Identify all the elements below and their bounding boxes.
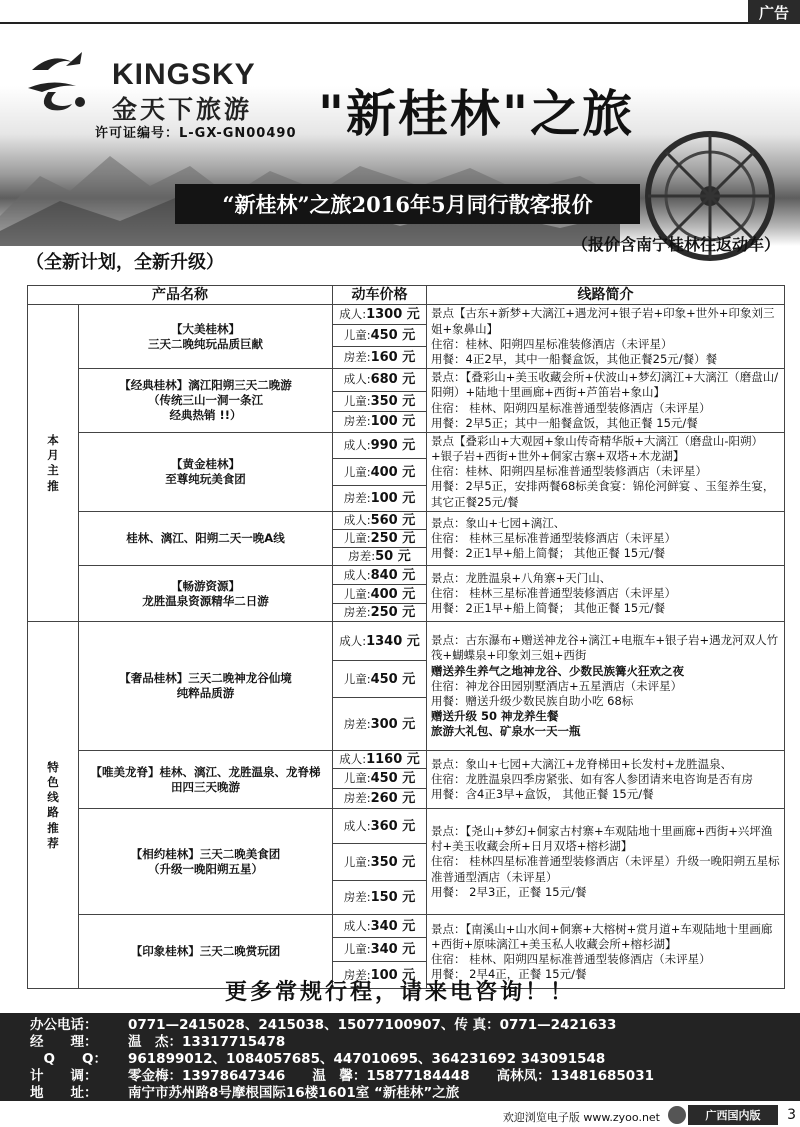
price-value: 680 元 xyxy=(370,372,416,388)
route-line: 用餐：4正2早，其中一船餐盒饭，其他正餐25元/餐）餐 xyxy=(431,351,718,366)
route-line: 住宿：神龙谷田园别墅酒店+五星酒店（未评星） xyxy=(431,678,683,693)
kingsky-logo-icon xyxy=(22,48,100,118)
subtitle-left: （全新计划，全新升级） xyxy=(26,252,224,273)
product-name: 【相约桂林】三天二晚美食团 （升级一晚阳朔五星） xyxy=(130,846,281,876)
product-name-cell xyxy=(79,751,333,809)
price-value: 350 元 xyxy=(370,393,416,409)
contact-label: Q Q： xyxy=(30,1051,107,1067)
contact-block xyxy=(0,1013,800,1101)
price-label: 儿童: xyxy=(343,530,371,545)
price-label: 房差: xyxy=(343,716,371,731)
price-value: 450 元 xyxy=(370,328,416,344)
price-value: 400 元 xyxy=(370,464,416,480)
product-name: 【经典桂林】漓江阳朔三天二晚游 （传统三山一洞一条江 经典热销 !!） xyxy=(119,377,292,423)
route-line: 景点：象山+七园+漓江、 xyxy=(431,515,566,530)
price-cell xyxy=(333,548,427,566)
price-cell xyxy=(333,511,427,529)
contact-value: 961899012、1084057685、447010695、364231692 343091548 xyxy=(128,1051,606,1067)
route-line: 景点【叠彩山+大观园+象山传奇精华版+大漓江（磨盘山-阳朔）+银子岩+西街+世外+侗家古寨+双塔+木龙湖】 xyxy=(431,433,764,464)
price-value: 250 元 xyxy=(370,530,416,546)
route-line: 用餐：含4正3早+盒饭， 其他正餐 15元/餐 xyxy=(431,787,654,802)
contact-row xyxy=(30,1068,800,1085)
table-row xyxy=(28,809,785,844)
contact-label: 地 址： xyxy=(30,1085,98,1101)
license-number: 许可证编号：L-GX-GN00490 xyxy=(95,126,297,141)
price-value: 990 元 xyxy=(370,438,416,454)
price-value: 100 元 xyxy=(370,414,416,430)
price-label: 成人: xyxy=(343,918,371,933)
price-value: 100 元 xyxy=(370,967,416,983)
price-cell xyxy=(333,915,427,938)
page-title: "新桂林"之旅 xyxy=(318,84,635,143)
table-row xyxy=(28,915,785,938)
route-line: 景点：象山+七园+大漓江+龙脊梯田+长发村+龙胜温泉、 xyxy=(431,757,733,772)
price-label: 成人: xyxy=(343,438,371,453)
route-line: 住宿：桂林、阳朔四星标准装修酒店（未评星） xyxy=(431,336,673,351)
page-number: 3 xyxy=(787,1107,796,1123)
contact-label: 经 理： xyxy=(30,1034,98,1050)
product-name: 桂林、漓江、阳朔二天一晚A线 xyxy=(126,530,285,545)
price-label: 房差: xyxy=(343,414,371,429)
route-cell xyxy=(427,622,785,751)
price-label: 儿童: xyxy=(343,393,371,408)
price-value: 340 元 xyxy=(370,942,416,958)
route-line: 住宿： 桂林、阳朔四星标准普通型装修酒店（未评星） xyxy=(431,400,711,415)
price-value: 450 元 xyxy=(370,671,416,687)
price-cell xyxy=(333,529,427,547)
price-cell xyxy=(333,604,427,622)
route-cell xyxy=(427,566,785,622)
price-cell xyxy=(333,881,427,915)
ad-tag: 广告 xyxy=(748,0,800,24)
route-line: 赠送升级 50 神龙养生餐 xyxy=(431,709,559,724)
footer-edition: 广西国内版 xyxy=(688,1105,778,1125)
route-line: 景点：【南溪山+山水间+侗寨+大榕树+赏月道+车观陆地十里画廊+西街+原味漓江+美玉私人收藏会所+榕杉湖】 xyxy=(431,921,773,951)
more-info-text: 更多常规行程，请来电咨询！！ xyxy=(224,980,575,1005)
price-label: 儿童: xyxy=(343,328,371,343)
route-cell xyxy=(427,432,785,511)
product-name-cell xyxy=(79,809,333,915)
col-header-route: 线路简介 xyxy=(427,286,785,305)
price-value: 50 元 xyxy=(375,549,411,565)
price-cell xyxy=(333,938,427,962)
route-line: 住宿： 桂林三星标准普通型装修酒店（未评星） xyxy=(431,530,677,545)
price-cell xyxy=(333,347,427,369)
contact-row xyxy=(30,1034,800,1051)
route-line: 景点：【尧山+梦幻+侗家古村寨+车观陆地十里画廊+西街+兴坪渔村+美玉收藏会所+日月双塔+榕杉湖】 xyxy=(431,824,773,854)
route-line: 住宿：龙胜温泉四季房紧张、如有客人参团请来电咨询是否有房 xyxy=(431,772,753,787)
route-cell xyxy=(427,751,785,809)
brand-name-en: KINGSKY xyxy=(112,58,256,91)
contact-value: 南宁市苏州路8号摩根国际16楼1601室 “新桂林”之旅 xyxy=(128,1085,460,1101)
price-value: 840 元 xyxy=(370,567,416,583)
contact-row xyxy=(30,1051,800,1068)
price-label: 儿童: xyxy=(343,464,371,479)
price-label: 房差: xyxy=(348,549,376,564)
product-name: 【黄金桂林】 至尊纯玩美食团 xyxy=(165,456,246,486)
table-row xyxy=(28,432,785,459)
contact-label: 办公电话： xyxy=(30,1017,98,1033)
price-cell xyxy=(333,325,427,347)
product-name-cell xyxy=(79,622,333,751)
table-row xyxy=(28,622,785,661)
product-name-cell xyxy=(79,432,333,511)
table-body xyxy=(28,305,785,989)
contact-label: 计 调： xyxy=(30,1068,98,1084)
price-value: 1160 元 xyxy=(366,752,420,768)
price-value: 560 元 xyxy=(370,512,416,528)
price-banner: “新桂林”之旅2016年5月同行散客报价 xyxy=(175,184,640,224)
route-line: 景点：【叠彩山+美玉收藏会所+伏波山+梦幻漓江+大漓江（磨盘山/阳朔）+陆地十里画廊+西街+芦笛岩+象山】 xyxy=(431,370,779,400)
contact-value: 0771—2415028、2415038、15077100907、传 真：0771—2421633 xyxy=(128,1017,617,1033)
price-label: 儿童: xyxy=(343,586,371,601)
price-cell xyxy=(333,844,427,881)
price-label: 房差: xyxy=(343,490,371,505)
price-value: 300 元 xyxy=(370,716,416,732)
price-value: 100 元 xyxy=(370,490,416,506)
price-label: 成人: xyxy=(339,752,367,767)
price-cell xyxy=(333,412,427,433)
price-value: 260 元 xyxy=(370,791,416,807)
table-row xyxy=(28,751,785,769)
route-line: 用餐：2正1早+船上简餐； 其他正餐 15元/餐 xyxy=(431,601,666,616)
price-label: 儿童: xyxy=(343,771,371,786)
product-name-cell xyxy=(79,566,333,622)
price-label: 儿童: xyxy=(343,854,371,869)
table-header-row xyxy=(28,286,785,305)
price-value: 360 元 xyxy=(370,818,416,834)
contact-row xyxy=(30,1085,800,1102)
price-cell xyxy=(333,486,427,512)
price-cell xyxy=(333,566,427,585)
price-cell xyxy=(333,369,427,392)
route-line: 用餐：2早5正；其中一船餐盒饭，其他正餐 15元/餐 xyxy=(431,415,698,430)
route-line: 用餐：2早5正，安排两餐68标美食宴：锦伦河鲜宴 、玉玺养生宴，其它正餐25元/餐 xyxy=(431,479,775,509)
price-value: 400 元 xyxy=(370,586,416,602)
table-row xyxy=(28,511,785,529)
price-label: 成人: xyxy=(343,818,371,833)
table-row xyxy=(28,369,785,392)
price-label: 儿童: xyxy=(343,671,371,686)
price-label: 成人: xyxy=(339,633,367,648)
product-name: 【大美桂林】 三天二晚纯玩品质巨献 xyxy=(148,321,263,351)
price-cell xyxy=(333,391,427,412)
price-value: 250 元 xyxy=(370,605,416,621)
category-cell: 特色线路推荐 xyxy=(28,622,79,989)
product-name: 【唯美龙脊】桂林、漓江、龙胜温泉、龙脊梯田四三天晚游 xyxy=(90,764,321,794)
price-label: 成人: xyxy=(343,567,371,582)
price-cell xyxy=(333,751,427,769)
price-table xyxy=(27,285,785,989)
route-line: 景点：古东瀑布+赠送神龙谷+漓江+电瓶车+银子岩+遇龙河双人竹筏+蝴蝶泉+印象刘三姐+西街 xyxy=(431,633,779,663)
price-label: 房差: xyxy=(343,791,371,806)
price-value: 1340 元 xyxy=(366,633,420,649)
route-line: 用餐：2正1早+船上简餐； 其他正餐 15元/餐 xyxy=(431,546,666,561)
price-cell xyxy=(333,432,427,459)
price-value: 350 元 xyxy=(370,854,416,870)
route-cell xyxy=(427,305,785,369)
price-label: 成人: xyxy=(343,372,371,387)
product-name-cell xyxy=(79,305,333,369)
route-line: 住宿： 桂林三星标准普通型装修酒店（未评星） xyxy=(431,586,677,601)
price-value: 1300 元 xyxy=(366,307,420,323)
price-cell xyxy=(333,809,427,844)
subtitle-right: （报价含南宁桂林往返动车） xyxy=(571,235,780,254)
route-line: 住宿： 桂林、阳朔四星标准普通型装修酒店（未评星） xyxy=(431,951,711,966)
price-label: 房差: xyxy=(343,350,371,365)
price-value: 450 元 xyxy=(370,771,416,787)
route-line: 用餐：赠送升级少数民族自助小吃 68标 xyxy=(431,693,634,708)
contact-row xyxy=(30,1017,800,1034)
route-line: 景点：龙胜温泉+八角寨+天门山、 xyxy=(431,570,612,585)
price-cell xyxy=(333,585,427,604)
product-name: 【印象桂林】三天二晚赏玩团 xyxy=(130,944,281,959)
waterwheel-illustration xyxy=(610,116,800,246)
price-value: 340 元 xyxy=(370,918,416,934)
price-label: 房差: xyxy=(343,967,371,982)
product-name-cell xyxy=(79,511,333,565)
col-header-product: 产品名称 xyxy=(28,286,333,305)
header xyxy=(0,26,800,273)
price-label: 房差: xyxy=(343,605,371,620)
table-row xyxy=(28,305,785,325)
product-name: 【奢品桂林】三天二晚神龙谷仙境 纯粹品质游 xyxy=(119,671,292,701)
price-value: 150 元 xyxy=(370,890,416,906)
price-cell xyxy=(333,661,427,698)
route-line: 用餐： 2早3正，正餐 15元/餐 xyxy=(431,884,587,899)
price-cell xyxy=(333,622,427,661)
price-label: 儿童: xyxy=(343,942,371,957)
route-cell xyxy=(427,511,785,565)
brand-name-cn: 金天下旅游 xyxy=(112,95,253,124)
price-value: 160 元 xyxy=(370,350,416,366)
route-cell xyxy=(427,369,785,433)
price-cell xyxy=(333,769,427,789)
product-name: 【畅游资源】 龙胜温泉资源精华二日游 xyxy=(142,578,269,608)
price-cell xyxy=(333,698,427,751)
contact-value: 温 杰：13317715478 xyxy=(128,1034,286,1050)
route-line: 用餐： 2早4正，正餐 15元/餐 xyxy=(431,967,587,982)
route-line: 景点【古东+新梦+大漓江+遇龙河+银子岩+印象+世外+印象刘三姐+象鼻山】 xyxy=(431,306,775,336)
route-cell xyxy=(427,809,785,915)
route-line: 住宿：桂林、阳朔四星标准普通型装修酒店（未评星） xyxy=(431,464,707,479)
price-cell xyxy=(333,459,427,486)
price-cell xyxy=(333,305,427,325)
route-line: 赠送养生养气之地神龙谷、少数民族篝火狂欢之夜 xyxy=(431,663,684,678)
price-label: 成人: xyxy=(343,512,371,527)
route-line: 住宿： 桂林四星标准普通型装修酒店（未评星）升级一晚阳朔五星标准普通型酒店（未评星） xyxy=(431,854,780,884)
category-cell: 本月主推 xyxy=(28,305,79,622)
top-rule xyxy=(0,22,748,24)
footer-logo-icon xyxy=(668,1106,686,1124)
price-label: 房差: xyxy=(343,890,371,905)
price-cell xyxy=(333,789,427,809)
col-header-price: 动车价格 xyxy=(333,286,427,305)
price-label: 成人: xyxy=(339,307,367,322)
footer xyxy=(0,1103,800,1127)
table-row xyxy=(28,566,785,585)
route-line: 旅游大礼包、矿泉水一天一瓶 xyxy=(431,724,581,739)
product-name-cell xyxy=(79,369,333,433)
footer-web: 欢迎浏览电子版 www.zyoo.net xyxy=(502,1111,660,1124)
contact-value: 零金梅：13978647346 温 馨：15877184448 高林凤：13481685031 xyxy=(128,1068,654,1084)
